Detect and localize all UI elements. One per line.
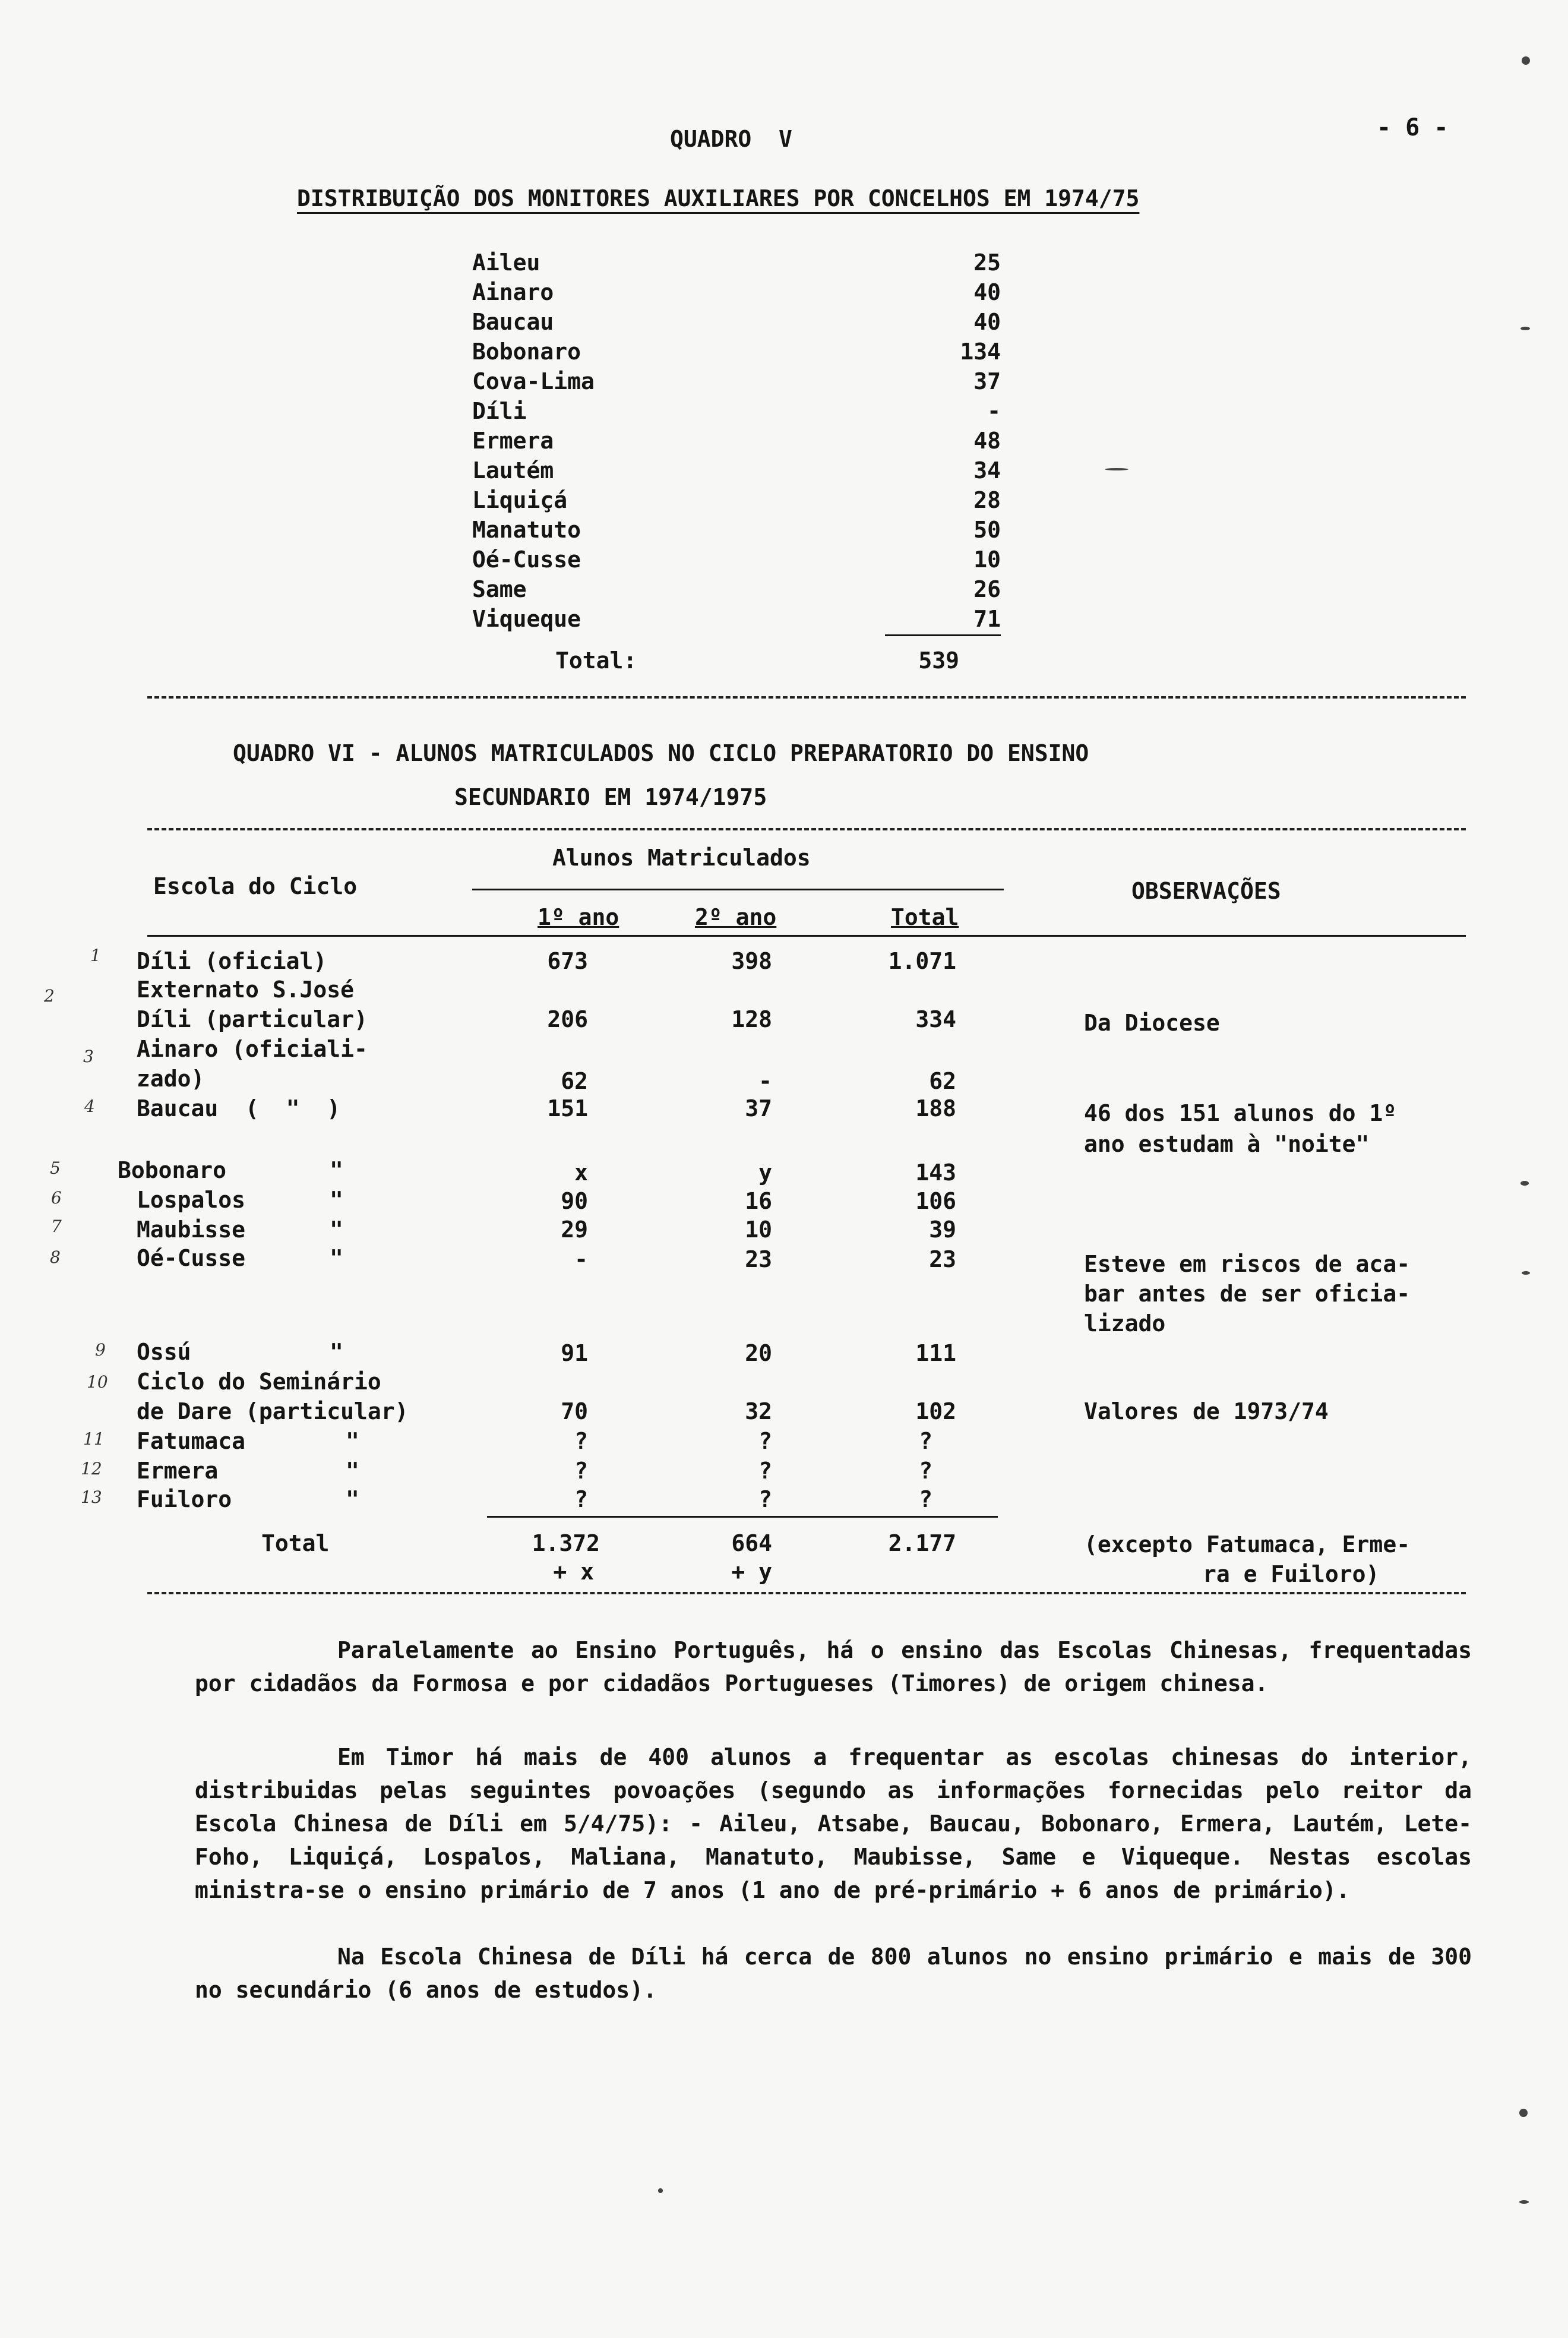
total-value: 106 <box>915 1188 956 1214</box>
escola-name: Ainaro (oficiali- <box>137 1036 368 1062</box>
ditto-mark: " <box>346 1458 359 1484</box>
ano1-value: 206 <box>547 1006 588 1032</box>
col-ano2-header: 2º ano <box>695 904 777 930</box>
total-value: 334 <box>915 1006 956 1032</box>
concelho-name: Cova-Lima <box>472 368 595 394</box>
total-rule <box>885 634 1001 636</box>
concelho-name: Díli <box>472 398 527 424</box>
ano1-value: 673 <box>547 948 588 974</box>
total-value: 111 <box>915 1340 956 1366</box>
col-obs-header: OBSERVAÇÕES <box>1131 878 1281 904</box>
total-value: 188 <box>915 1095 956 1121</box>
concelho-name: Aileu <box>472 249 540 276</box>
ano1-value: 70 <box>561 1398 588 1424</box>
concelho-name: Liquiçá <box>472 487 568 513</box>
ano2-value: 398 <box>731 948 772 974</box>
ano1-value: 90 <box>561 1188 588 1214</box>
escola-name: Ermera <box>137 1458 219 1484</box>
escola-name: Lospalos <box>137 1187 246 1213</box>
row-number: 11 <box>83 1429 105 1449</box>
ditto-mark: " <box>346 1428 359 1454</box>
concelho-value: 34 <box>973 457 1001 484</box>
concelho-name: Ainaro <box>472 279 554 305</box>
ano2-value: 10 <box>745 1217 772 1243</box>
concelho-value: 40 <box>973 309 1001 335</box>
row-number: 13 <box>81 1487 102 1507</box>
concelho-value: 134 <box>960 339 1001 365</box>
list-item <box>472 428 1001 457</box>
row-number: 8 <box>50 1247 61 1267</box>
total-ano1: 1.372 <box>532 1530 600 1556</box>
paragraph: Em Timor há mais de 400 alunos a frequentar as escolas chinesas do interior, distribuidas pelas seguintes povoações (segundo as informações fornecidas pelo reitor da Escola Chinesa de Díli em 5/4/75): - Aileu, Atsabe, Baucau, Bobonaro, Ermera, Lautém, Lete-Foho, Liquiçá, Lospalos, Maliana, Manatuto, Maubisse, Same e Viqueque. Nestas escolas ministra-se o ensino primário de 7 anos (1 ano de pré-primário + 6 anos de primário). <box>195 1744 1472 1903</box>
list-item <box>472 398 1001 428</box>
list-item <box>472 368 1001 398</box>
total-ano1-extra: + x <box>553 1559 594 1585</box>
row-number: 3 <box>83 1047 94 1066</box>
ditto-mark: " <box>330 1157 343 1183</box>
list-item <box>472 517 1001 546</box>
ano2-value: 37 <box>745 1095 772 1121</box>
dashed-separator <box>147 828 1466 830</box>
total-label: Total: <box>555 647 637 674</box>
observation-line3: lizado <box>1084 1310 1166 1337</box>
concelho-name: Ermera <box>472 428 554 454</box>
ano2-value: 20 <box>745 1340 772 1366</box>
list-item <box>472 457 1001 487</box>
quadro-v-total <box>555 647 959 674</box>
observation-line2: ano estudam à "noite" <box>1084 1131 1370 1157</box>
list-item <box>472 249 1001 279</box>
quadro-vi-title: QUADRO VI - ALUNOS MATRICULADOS NO CICLO PREPARATORIO DO ENSINO <box>233 740 1089 766</box>
total-ano2: 664 <box>731 1530 772 1556</box>
concelho-value: 26 <box>973 576 1001 602</box>
list-item <box>472 309 1001 339</box>
row-number: 2 <box>44 986 55 1006</box>
list-item <box>472 546 1001 576</box>
observation: 46 dos 151 alunos do 1º <box>1084 1100 1397 1126</box>
ano2-value: 128 <box>731 1006 772 1032</box>
total-ano2-extra: + y <box>731 1559 772 1585</box>
scan-speck <box>658 2188 663 2193</box>
list-item <box>472 487 1001 517</box>
col-ano1-header: 1º ano <box>538 904 619 930</box>
escola-name: Maubisse <box>137 1217 246 1243</box>
ano1-value: 62 <box>561 1068 588 1094</box>
total-label: Total <box>261 1530 330 1556</box>
concelho-value: 10 <box>973 546 1001 573</box>
paragraph: Na Escola Chinesa de Díli há cerca de 800 alunos no ensino primário e mais de 300 no secundário (6 anos de estudos). <box>195 1944 1472 2003</box>
concelho-name: Same <box>472 576 527 602</box>
quadro-v-title: QUADRO V <box>670 126 792 152</box>
list-item <box>472 576 1001 606</box>
concelho-value: - <box>987 398 1001 424</box>
row-number: 1 <box>90 946 101 965</box>
ano1-value: ? <box>574 1458 588 1484</box>
observation: Esteve em riscos de aca- <box>1084 1251 1411 1277</box>
row-number: 4 <box>84 1097 95 1116</box>
concelho-value: 40 <box>973 279 1001 305</box>
ano1-value: 151 <box>547 1095 588 1121</box>
escola-name: Externato S.José <box>137 977 355 1003</box>
concelho-name: Oé-Cusse <box>472 546 581 573</box>
ditto-mark: " <box>330 1217 343 1243</box>
page-number: - 6 - <box>1377 114 1449 141</box>
row-number: 9 <box>95 1340 106 1360</box>
row-number: 12 <box>81 1459 102 1478</box>
ano1-value: ? <box>574 1428 588 1454</box>
list-item <box>472 606 1001 636</box>
scan-speck <box>1519 2200 1529 2204</box>
escola-name-line2: Díli (particular) <box>137 1006 368 1032</box>
total-observation: (excepto Fatumaca, Erme- <box>1084 1531 1411 1557</box>
row-number: 7 <box>51 1217 62 1236</box>
ditto-mark: " <box>346 1486 359 1512</box>
escola-name: Bobonaro <box>118 1157 227 1183</box>
row-number: 6 <box>51 1188 62 1208</box>
scan-speck <box>1520 1181 1529 1186</box>
total-value: ? <box>919 1428 932 1454</box>
col-group-header: Alunos Matriculados <box>552 845 811 871</box>
scan-speck <box>1105 468 1128 470</box>
escola-name: Oé-Cusse <box>137 1245 246 1271</box>
scan-speck <box>1520 327 1530 330</box>
quadro-vi-title-line2: SECUNDARIO EM 1974/1975 <box>454 784 767 810</box>
total-value: 102 <box>915 1398 956 1424</box>
concelho-value: 25 <box>973 249 1001 276</box>
dashed-separator <box>147 696 1466 699</box>
ano2-value: y <box>758 1159 772 1186</box>
escola-name: Díli (oficial) <box>137 948 327 974</box>
total-value: 62 <box>929 1068 956 1094</box>
quadro-v-subtitle: DISTRIBUIÇÃO DOS MONITORES AUXILIARES POR CONCELHOS EM 1974/75 <box>297 185 1140 211</box>
concelho-name: Viqueque <box>472 606 581 632</box>
escola-name: Baucau ( " ) <box>137 1095 341 1121</box>
total-value: 39 <box>929 1217 956 1243</box>
ano1-value: 91 <box>561 1340 588 1366</box>
total-observation-line2: ra e Fuiloro) <box>1203 1561 1380 1587</box>
ano2-value: 23 <box>745 1246 772 1272</box>
escola-name-line2: de Dare (particular) <box>137 1398 409 1424</box>
total-value: 23 <box>929 1246 956 1272</box>
ano1-value: ? <box>574 1486 588 1512</box>
ano2-value: ? <box>758 1458 772 1484</box>
escola-name: Ossú <box>137 1339 191 1365</box>
ano2-value: - <box>758 1068 772 1094</box>
col-total-header: Total <box>891 904 959 930</box>
observation: Da Diocese <box>1084 1010 1220 1036</box>
concelho-value: 28 <box>973 487 1001 513</box>
observation: Valores de 1973/74 <box>1084 1398 1329 1424</box>
row-number: 5 <box>50 1158 61 1178</box>
concelho-value: 48 <box>973 428 1001 454</box>
escola-name: Fuiloro <box>137 1486 232 1512</box>
total-value: 1.071 <box>888 948 956 974</box>
ano2-value: ? <box>758 1486 772 1512</box>
scan-speck <box>1522 1271 1530 1275</box>
total-total: 2.177 <box>888 1530 956 1556</box>
list-item <box>472 339 1001 368</box>
observation-line2: bar antes de ser oficia- <box>1084 1281 1411 1307</box>
total-rule <box>487 1516 998 1518</box>
list-item <box>472 279 1001 309</box>
ditto-mark: " <box>330 1339 343 1365</box>
total-value: 539 <box>918 647 959 674</box>
scan-speck <box>1519 2109 1528 2117</box>
total-value: 143 <box>915 1159 956 1186</box>
ano1-value: - <box>574 1246 588 1272</box>
concelho-name: Lautém <box>472 457 554 484</box>
ano2-value: 32 <box>745 1398 772 1424</box>
ditto-mark: " <box>330 1245 343 1271</box>
concelho-value: 50 <box>973 517 1001 543</box>
ano1-value: 29 <box>561 1217 588 1243</box>
concelho-name: Manatuto <box>472 517 581 543</box>
escola-name-line2: zado) <box>137 1066 205 1092</box>
concelho-value: 71 <box>973 606 1001 632</box>
ditto-mark: " <box>330 1187 343 1213</box>
ano2-value: ? <box>758 1428 772 1454</box>
concelho-value: 37 <box>973 368 1001 394</box>
row-number: 10 <box>87 1372 108 1392</box>
escola-name: Ciclo do Seminário <box>137 1369 381 1395</box>
escola-name: Fatumaca <box>137 1428 246 1454</box>
dashed-separator <box>147 1592 1466 1594</box>
ano2-value: 16 <box>745 1188 772 1214</box>
paragraph: Paralelamente ao Ensino Português, há o ensino das Escolas Chinesas, frequentadas por cidadãos da Formosa e por cidadãos Portugueses (Timores) de origem chinesa. <box>195 1637 1472 1696</box>
total-value: ? <box>919 1458 932 1484</box>
col-escola-header: Escola do Ciclo <box>153 873 358 899</box>
quadro-v-list <box>472 249 1001 636</box>
scan-speck <box>1522 56 1530 65</box>
ano1-value: x <box>574 1159 588 1186</box>
total-value: ? <box>919 1486 932 1512</box>
header-bottom-rule <box>147 935 1466 937</box>
concelho-name: Baucau <box>472 309 554 335</box>
concelho-name: Bobonaro <box>472 339 581 365</box>
header-rule <box>472 889 1004 890</box>
